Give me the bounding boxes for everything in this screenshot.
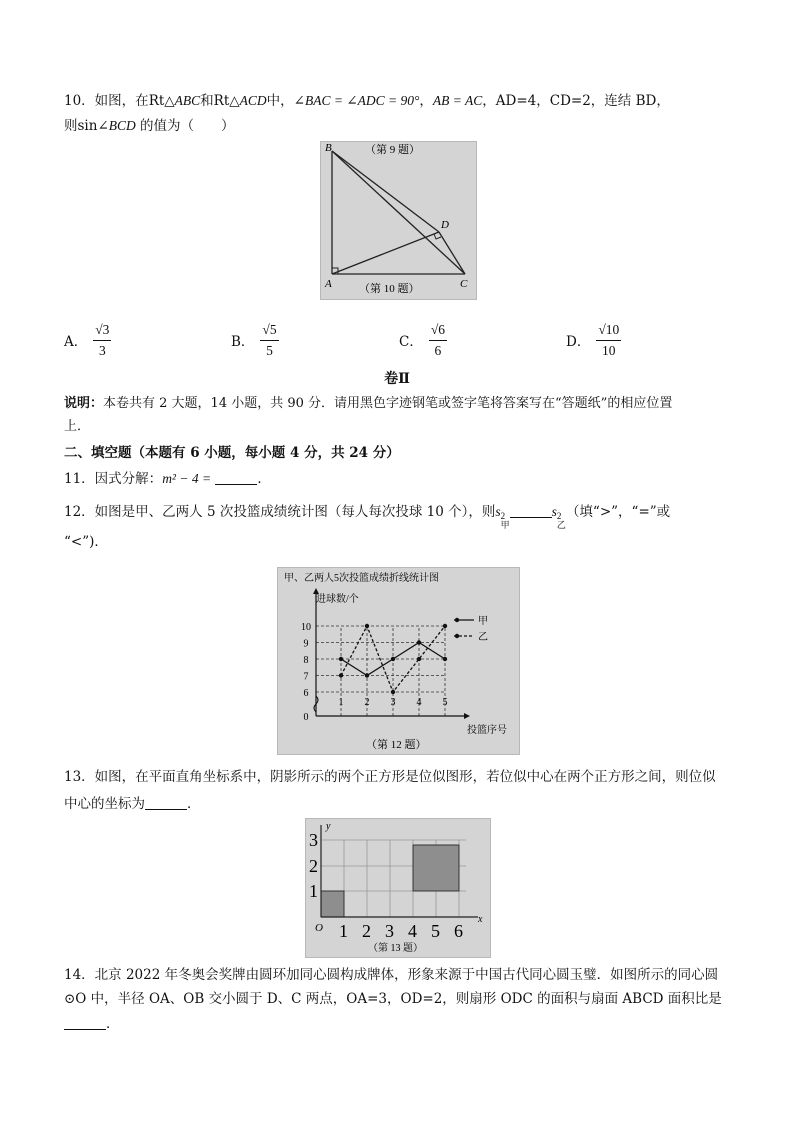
q13-line2-prefix: 中心的坐标为 [64,796,145,812]
q12-line2: “<”)． [64,534,108,550]
q10-acd: ACD [239,93,267,108]
chart-point [339,673,343,677]
q10-rt2: Rt△ [213,93,240,109]
chart-x-tick: 1 [338,697,344,708]
q13-answer-blank [145,795,187,810]
q13-x-tick: 5 [431,921,440,941]
chart-fig-label: （第 12 题） [366,739,427,751]
q10-point-d: D [441,219,449,231]
option-fraction [596,320,621,361]
q13-x-axis: x [478,914,483,925]
q13-x-tick: 2 [362,921,371,941]
q10-abc: ABC [174,93,201,108]
option-letter: A． [64,334,88,350]
chart-point [365,673,369,677]
section-note [64,393,734,415]
q13-x-tick: 6 [454,921,463,941]
fraction-den: 6 [434,342,442,358]
q13-x-tick: 3 [385,921,394,941]
q12-s2-sub: 乙 [556,520,566,530]
q10-rest: ，AD=4，CD=2，连结 BD， [482,93,670,109]
q13-x-tick: 4 [408,921,417,941]
q14-suffix: ． [106,1016,120,1032]
chart-point [391,657,395,661]
chart-x-tick: 5 [442,697,448,708]
chart-legend-label: 甲 [478,616,488,627]
q13-y-tick: 3 [309,830,318,850]
q10-point-a: A [325,278,332,290]
chart-point [443,624,447,628]
option-fraction [429,320,447,361]
fraction-den: 5 [266,342,273,358]
q12-prefix: 12．如图是甲、乙两人 5 次投篮成绩统计图（每人每次投球 10 个），则 [64,504,496,520]
option-letter: B． [231,334,255,350]
q10-option-c [399,318,447,362]
chart-point [417,640,421,644]
chart-ylabel: 进球数/个 [316,594,359,605]
note-text: 本卷共有 2 大题，14 小题，共 90 分．请用黑色字迹钢笔或签字笔将答案写在“答题纸”的相应位置 [103,396,673,411]
fraction-num: √5 [260,320,278,341]
chart-y-arrow [313,588,319,594]
fraction-num: √3 [93,320,111,341]
fraction-num: √10 [596,320,621,341]
q10-sep1: ， [419,93,433,109]
q12-s2 [551,504,566,530]
q11-expr: m² − 4 = [162,471,212,486]
q10-point-b: B [325,142,332,154]
chart-x-tick: 4 [416,697,422,708]
q13-y-tick: 1 [309,881,318,901]
chart-point [365,624,369,628]
chart-y-tick: 0 [303,712,309,723]
section-title: 卷Ⅱ [384,371,410,387]
q12-chart [277,567,520,755]
q11-answer-blank [215,470,257,485]
q12-s2-sup: 2 [556,511,562,521]
q10-line2-prefix: 则 [64,118,78,134]
chart-y-tick: 7 [303,671,309,683]
q12-line1 [64,501,734,530]
chart-point [443,657,447,661]
q10-sin: sin∠ [77,118,109,134]
q12-s1-letter: s [495,504,501,519]
q13-figure [305,818,491,958]
q12-s2-letter: s [551,504,557,519]
q10-mid: 中， [266,93,294,109]
q10-ab-ac: AB = AC [432,93,483,108]
q12-s1-sub: 甲 [500,520,510,530]
q10-angle-eq: ∠BAC = ∠ADC = 90° [293,93,420,108]
q10-rt1: Rt△ [148,93,175,109]
q13-x-tick: 1 [339,921,348,941]
small-square [321,891,344,917]
q13-origin: O [315,922,323,934]
q10-line2-suffix: 的值为（ ） [135,118,235,134]
q10-and: 和 [200,93,214,109]
q13-line2 [64,793,734,815]
q12-s1 [495,504,510,530]
q14-line2: ⊙O 中，半径 OA、OB 交小圆于 D、C 两点，OA=3，OD=2，则扇形 ODC 的面积与扇面 ABCD 面积比是 [64,991,722,1007]
q11-suffix: ． [257,471,271,487]
large-square [413,845,459,891]
chart-y-tick: 6 [303,688,309,699]
note-label: 说明： [64,396,104,411]
chart-y-tick: 8 [303,655,309,666]
part-title: 二、填空题（本题有 6 小题，每小题 4 分，共 24 分） [64,445,400,461]
chart-point [339,657,343,661]
q10-line1 [64,90,734,112]
q10-option-d [566,318,621,362]
option-fraction [93,320,111,361]
q11 [64,468,734,490]
q12-answer-blank [510,503,552,518]
chart-x-tick: 3 [390,697,396,708]
q10-prefix: 10．如图，在 [64,93,149,109]
chart-x-arrow [464,713,470,719]
chart-legend-marker [455,634,459,638]
option-fraction [260,320,278,361]
q14-line1: 14．北京 2022 年冬奥会奖牌由圆环加同心圆构成牌体，形象来源于中国古代同心圆玉璧．如图所示的同心圆 [64,967,719,983]
q13-fig-label: （第 13 题） [368,943,423,954]
chart-xlabel: 投篮序号 [467,725,507,736]
q14-answer-blank [64,1015,106,1030]
chart-legend-label: 乙 [478,632,488,643]
option-letter: D． [566,334,591,350]
fraction-den: 3 [98,342,106,358]
chart-point [417,657,421,661]
q10-figure [320,141,477,300]
q11-prefix: 11．因式分解： [64,471,163,487]
fraction-num: √6 [429,320,447,341]
chart-y-tick: 10 [301,622,311,633]
q12-s1-sup: 2 [500,511,506,521]
q12-suffix: （填“>”，“=”或 [565,504,671,520]
q13-line2-suffix: ． [187,796,201,812]
option-letter: C． [399,334,423,350]
q13-y-axis: y [326,821,331,832]
fraction-den: 10 [602,342,616,358]
chart-y-tick: 9 [303,638,309,650]
q10-bcd: BCD [108,118,136,133]
q10-line2 [64,115,734,137]
chart-point [391,690,395,694]
q10-option-a [64,318,111,362]
q10-fig-label-9: （第 9 题） [365,144,420,156]
q13-line1: 13．如图，在平面直角坐标系中，阴影所示的两个正方形是位似图形，若位似中心在两个正方形之间，则位似 [64,769,716,785]
q10-fig-label-10: （第 10 题） [359,283,420,295]
q10-point-c: C [460,278,468,290]
q10-option-b [231,318,279,362]
chart-legend-marker [455,618,459,622]
q14-line3 [64,1013,734,1035]
chart-x-tick: 2 [364,697,370,708]
section-note-2: 上． [64,419,91,434]
q13-y-tick: 2 [309,856,318,876]
chart-title: 甲、乙两人5次投篮成绩折线统计图 [284,573,439,584]
